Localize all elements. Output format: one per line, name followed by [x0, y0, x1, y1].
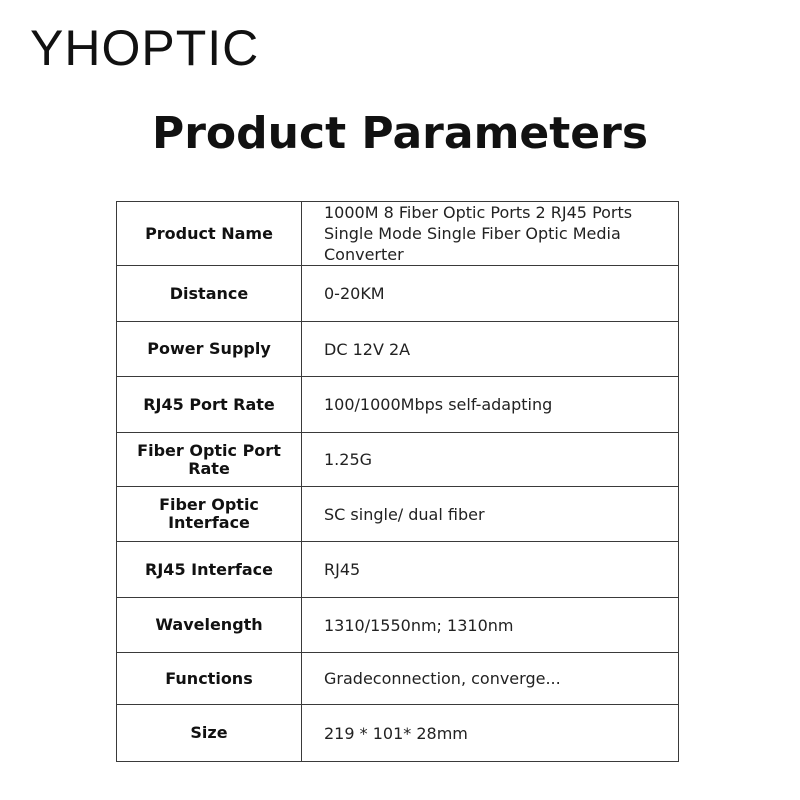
param-value: 219 * 101* 28mm [302, 705, 679, 762]
table-row [117, 487, 679, 542]
param-label: Fiber Optic Port Rate [117, 433, 302, 487]
param-label: Power Supply [117, 322, 302, 377]
param-value: Gradeconnection, converge... [302, 653, 679, 705]
param-label: RJ45 Port Rate [117, 377, 302, 433]
param-label: Functions [117, 653, 302, 705]
param-label: RJ45 Interface [117, 542, 302, 598]
table-row [117, 433, 679, 487]
table-row [117, 202, 679, 266]
table-row [117, 598, 679, 653]
brand-logo: YHOPTIC [30, 20, 260, 76]
param-label: Fiber Optic Interface [117, 487, 302, 542]
table-row [117, 266, 679, 322]
param-value: 100/1000Mbps self-adapting [302, 377, 679, 433]
param-label: Size [117, 705, 302, 762]
param-value: DC 12V 2A [302, 322, 679, 377]
parameters-table [116, 201, 679, 762]
param-value: RJ45 [302, 542, 679, 598]
page-title: Product Parameters [151, 108, 649, 159]
param-label: Wavelength [117, 598, 302, 653]
param-value: SC single/ dual fiber [302, 487, 679, 542]
table-row [117, 542, 679, 598]
table-row [117, 322, 679, 377]
table-row [117, 653, 679, 705]
param-value: 1000M 8 Fiber Optic Ports 2 RJ45 Ports Single Mode Single Fiber Optic Media Converter [302, 202, 679, 266]
table-row [117, 705, 679, 762]
table-row [117, 377, 679, 433]
param-label: Distance [117, 266, 302, 322]
param-value: 0-20KM [302, 266, 679, 322]
param-value: 1310/1550nm; 1310nm [302, 598, 679, 653]
param-value: 1.25G [302, 433, 679, 487]
param-label: Product Name [117, 202, 302, 266]
